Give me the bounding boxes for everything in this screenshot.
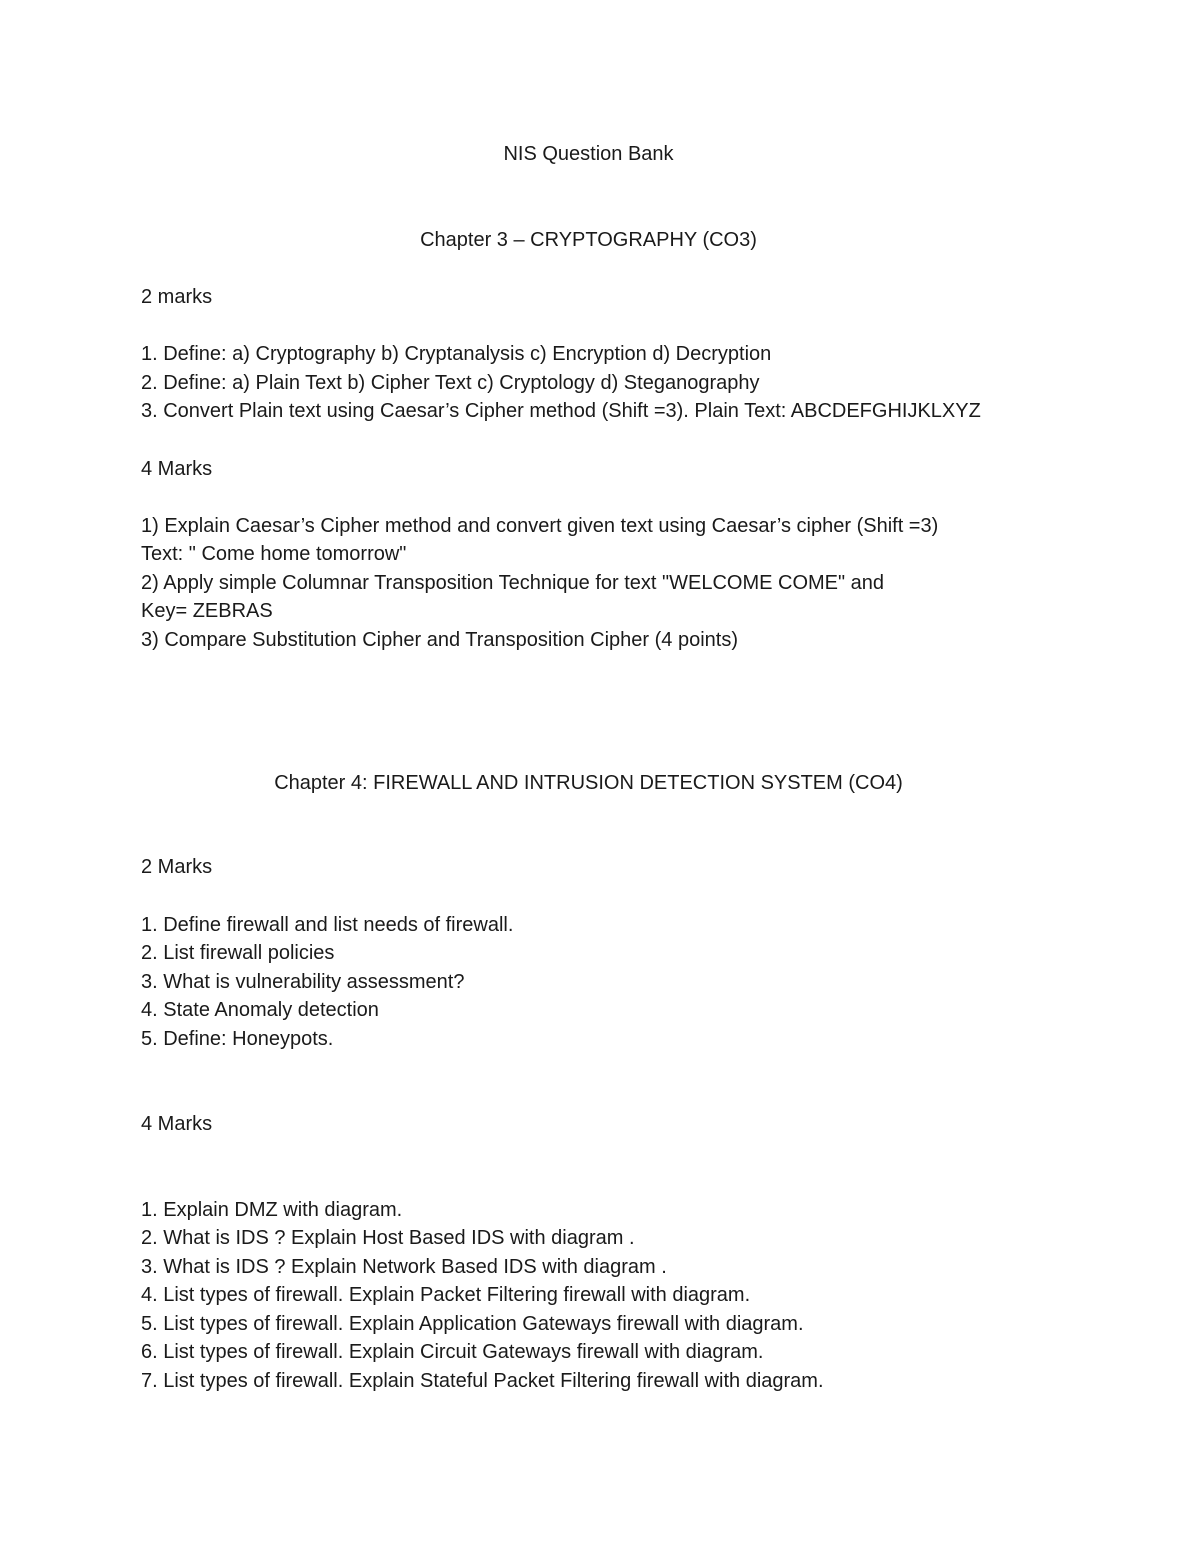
ch3-2m-question-2: 2. Define: a) Plain Text b) Cipher Text c) Cryptology d) Steganography	[141, 372, 760, 394]
chapter-3-4-marks-label: 4 Marks	[141, 458, 213, 480]
ch3-4m-line-2: Text: " Come home tomorrow"	[141, 543, 407, 565]
ch4-4m-question-1: 1. Explain DMZ with diagram.	[141, 1199, 403, 1221]
ch4-2m-question-1: 1. Define firewall and list needs of firewall.	[141, 914, 514, 936]
ch3-2m-question-3: 3. Convert Plain text using Caesar’s Cipher method (Shift =3). Plain Text: ABCDEFGHIJKLXYZ	[141, 400, 981, 422]
chapter-3-2-marks-label: 2 marks	[141, 286, 213, 308]
ch4-2m-question-3: 3. What is vulnerability assessment?	[141, 971, 465, 993]
ch3-2m-question-1: 1. Define: a) Cryptography b) Cryptanalysis c) Encryption d) Decryption	[141, 343, 772, 365]
ch4-2m-question-2: 2. List firewall policies	[141, 942, 335, 964]
ch4-4m-question-5: 5. List types of firewall. Explain Application Gateways firewall with diagram.	[141, 1313, 804, 1335]
ch4-4m-question-2: 2. What is IDS ? Explain Host Based IDS with diagram .	[141, 1227, 635, 1249]
chapter-4-2-marks-label: 2 Marks	[141, 856, 213, 878]
ch4-4m-question-3: 3. What is IDS ? Explain Network Based IDS with diagram .	[141, 1256, 667, 1278]
ch3-4m-line-5: 3) Compare Substitution Cipher and Transposition Cipher (4 points)	[141, 629, 738, 651]
chapter-4-heading: Chapter 4: FIREWALL AND INTRUSION DETECTION SYSTEM (CO4)	[274, 772, 903, 794]
ch3-4m-line-3: 2) Apply simple Columnar Transposition Technique for text "WELCOME COME" and	[141, 572, 885, 594]
ch4-4m-question-6: 6. List types of firewall. Explain Circuit Gateways firewall with diagram.	[141, 1341, 764, 1363]
chapter-3-heading: Chapter 3 – CRYPTOGRAPHY (CO3)	[420, 229, 757, 251]
ch4-4m-question-4: 4. List types of firewall. Explain Packet Filtering firewall with diagram.	[141, 1284, 751, 1306]
document-title: NIS Question Bank	[503, 143, 674, 165]
ch4-2m-question-4: 4. State Anomaly detection	[141, 999, 379, 1021]
ch3-4m-line-1: 1) Explain Caesar’s Cipher method and convert given text using Caesar’s cipher (Shift =3)	[141, 515, 939, 537]
ch4-4m-question-7: 7. List types of firewall. Explain Stateful Packet Filtering firewall with diagram.	[141, 1370, 824, 1392]
chapter-4-4-marks-label: 4 Marks	[141, 1113, 213, 1135]
ch4-2m-question-5: 5. Define: Honeypots.	[141, 1028, 334, 1050]
ch3-4m-line-4: Key= ZEBRAS	[141, 600, 273, 622]
